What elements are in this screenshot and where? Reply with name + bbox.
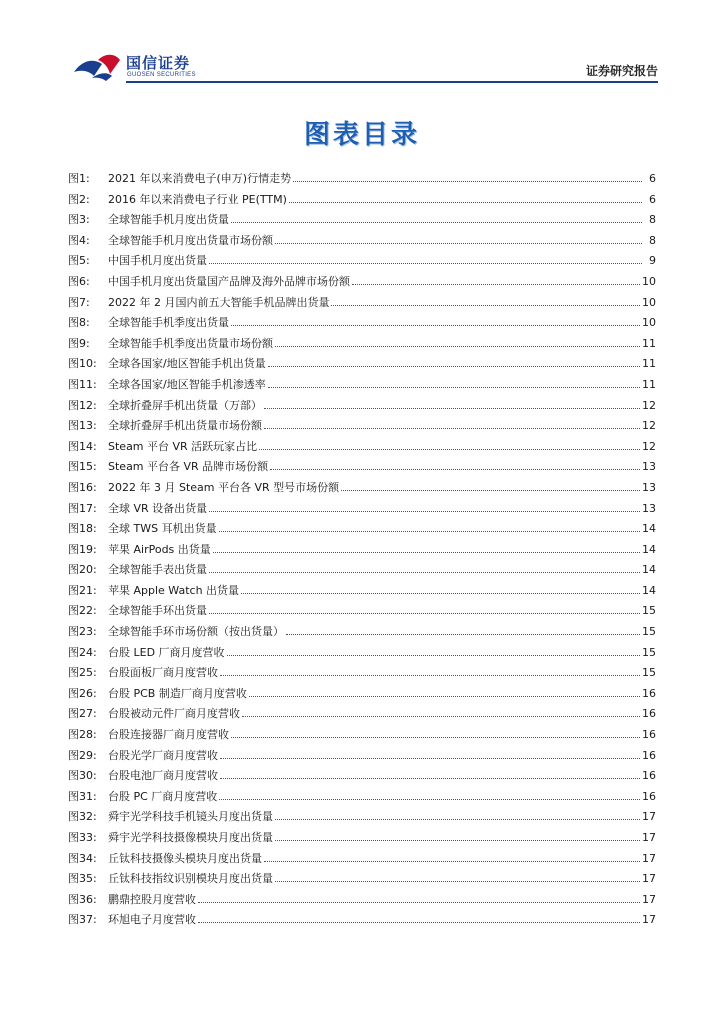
- page-number: 16: [642, 789, 656, 803]
- figure-number: 图15:: [68, 460, 97, 474]
- dot-leader: [264, 407, 640, 409]
- toc-entry[interactable]: [68, 211, 656, 232]
- figure-number: 图11:: [68, 377, 97, 391]
- dot-leader: [209, 262, 642, 264]
- toc-entry[interactable]: [68, 891, 656, 912]
- figure-number: 图4:: [68, 233, 90, 247]
- page-number: 14: [642, 583, 656, 597]
- figure-number: 图34:: [68, 851, 97, 865]
- dot-leader: [264, 860, 640, 862]
- toc-entry[interactable]: [68, 644, 656, 665]
- page-number: 14: [642, 522, 656, 536]
- dot-leader: [289, 201, 642, 203]
- page-number: 16: [642, 748, 656, 762]
- figure-number: 图35:: [68, 872, 97, 886]
- toc-entry[interactable]: [68, 294, 656, 315]
- figure-number: 图25:: [68, 666, 97, 680]
- page-number: 13: [642, 460, 656, 474]
- figure-title: 鹏鼎控股月度营收: [108, 892, 196, 906]
- toc-entry[interactable]: [68, 397, 656, 418]
- page-number: 10: [642, 295, 656, 309]
- figure-title: 台股面板厂商月度营收: [108, 666, 218, 680]
- toc-entry[interactable]: [68, 232, 656, 253]
- dot-leader: [231, 221, 642, 223]
- figure-title: 全球智能手机季度出货量: [108, 316, 229, 330]
- figure-number: 图37:: [68, 913, 97, 927]
- dot-leader: [220, 757, 640, 759]
- figure-title: 丘钛科技指纹识别模块月度出货量: [108, 872, 273, 886]
- toc-entry[interactable]: [68, 273, 656, 294]
- dot-leader: [275, 242, 642, 244]
- figure-title: 全球智能手机季度出货量市场份额: [108, 336, 273, 350]
- page-number: 17: [642, 872, 656, 886]
- page-number: 9: [649, 254, 656, 268]
- page-number: 6: [649, 172, 656, 185]
- figure-title: 全球智能手表出货量: [108, 563, 207, 577]
- figure-number: 图24:: [68, 645, 97, 659]
- toc-entry[interactable]: [68, 870, 656, 891]
- page-number: 12: [642, 439, 656, 453]
- dot-leader: [268, 365, 640, 367]
- dot-leader: [352, 283, 640, 285]
- dot-leader: [213, 551, 640, 553]
- figure-title: 台股光学厂商月度营收: [108, 748, 218, 762]
- page-number: 13: [642, 501, 656, 515]
- page-number: 10: [642, 316, 656, 330]
- toc-entry[interactable]: [68, 747, 656, 768]
- dot-leader: [275, 839, 640, 841]
- figure-title: 台股电池厂商月度营收: [108, 769, 218, 783]
- toc-entry[interactable]: [68, 500, 656, 521]
- dot-leader: [275, 818, 640, 820]
- toc-entry[interactable]: [68, 438, 656, 459]
- page-number: 8: [649, 213, 656, 227]
- figure-title: 中国手机月度出货量: [108, 254, 207, 268]
- dot-leader: [275, 345, 640, 347]
- toc-entry[interactable]: [68, 376, 656, 397]
- figure-title: 全球智能手机月度出货量市场份额: [108, 233, 273, 247]
- page-number: 14: [642, 563, 656, 577]
- toc-entry[interactable]: [68, 602, 656, 623]
- dot-leader: [259, 448, 640, 450]
- toc-entry[interactable]: [68, 808, 656, 829]
- figure-number: 图21:: [68, 583, 97, 597]
- page-number: 15: [642, 625, 656, 639]
- figure-title: 苹果 Apple Watch 出货量: [108, 583, 240, 597]
- figure-number: 图10:: [68, 357, 97, 371]
- dot-leader: [198, 921, 640, 923]
- dot-leader: [231, 736, 640, 738]
- figure-title: 全球 VR 设备出货量: [108, 501, 208, 515]
- dot-leader: [341, 489, 640, 491]
- figure-number: 图28:: [68, 728, 97, 742]
- figure-title: Steam 平台各 VR 品牌市场份额: [108, 460, 269, 474]
- figure-title: 2021 年以来消费电子(申万)行情走势: [108, 172, 292, 185]
- page-number: 12: [642, 419, 656, 433]
- toc-entry[interactable]: [68, 767, 656, 788]
- figure-number: 图3:: [68, 213, 90, 227]
- toc-entry[interactable]: [68, 541, 656, 562]
- toc-entry[interactable]: [68, 850, 656, 871]
- toc-entry[interactable]: [68, 458, 656, 479]
- toc-entry[interactable]: [68, 252, 656, 273]
- toc-entry[interactable]: [68, 417, 656, 438]
- page-header: [0, 0, 724, 90]
- dot-leader: [270, 468, 640, 470]
- figure-title: 全球折叠屏手机出货量（万部）: [108, 398, 262, 412]
- page-number: 17: [642, 810, 656, 824]
- page-number: 11: [642, 357, 656, 371]
- page-number: 6: [649, 192, 656, 206]
- figure-number: 图13:: [68, 419, 97, 433]
- figure-title: 丘钛科技摄像头模块月度出货量: [108, 851, 262, 865]
- figure-number: 图6:: [68, 274, 90, 288]
- figure-title: 台股 PCB 制造厂商月度营收: [108, 686, 247, 700]
- page-number: 17: [642, 913, 656, 927]
- figure-title: 舜宇光学科技摄像模块月度出货量: [108, 831, 273, 844]
- figure-number: 图8:: [68, 316, 90, 330]
- page-number: 16: [642, 769, 656, 783]
- dot-leader: [275, 880, 640, 882]
- figure-number: 图36:: [68, 892, 97, 906]
- brand-name-english: GUOSEN SECURITIES: [127, 72, 196, 78]
- page-number: 16: [642, 707, 656, 721]
- figure-title: 全球折叠屏手机出货量市场份额: [108, 419, 262, 433]
- figure-number: 图29:: [68, 748, 97, 762]
- toc-entry[interactable]: [68, 561, 656, 582]
- figure-title: 全球各国家/地区智能手机出货量: [108, 357, 266, 371]
- dot-leader: [227, 654, 640, 656]
- figure-number: 图23:: [68, 625, 97, 639]
- dot-leader: [286, 633, 640, 635]
- toc-entry[interactable]: [68, 479, 656, 500]
- figure-number: 图33:: [68, 831, 97, 844]
- toc-entry[interactable]: [68, 685, 656, 706]
- toc-entry[interactable]: [68, 726, 656, 747]
- toc-entry[interactable]: [68, 664, 656, 685]
- dot-leader: [209, 571, 640, 573]
- guosen-logo-icon: [72, 50, 122, 82]
- figure-title: 2016 年以来消费电子行业 PE(TTM): [108, 192, 287, 206]
- toc-entry[interactable]: [68, 705, 656, 726]
- header-rule: [126, 81, 658, 83]
- dot-leader: [219, 530, 640, 532]
- dot-leader: [209, 612, 640, 614]
- toc-entry[interactable]: [68, 829, 656, 850]
- page-number: 16: [642, 728, 656, 742]
- page-number: 8: [649, 233, 656, 247]
- page-number: 17: [642, 851, 656, 865]
- dot-leader: [331, 304, 640, 306]
- figure-number: 图27:: [68, 707, 97, 721]
- page-number: 16: [642, 686, 656, 700]
- dot-leader: [219, 798, 640, 800]
- dot-leader: [209, 510, 640, 512]
- toc-entry[interactable]: [68, 520, 656, 541]
- page-number: 17: [642, 831, 656, 844]
- toc-entry[interactable]: [68, 582, 656, 603]
- dot-leader: [198, 901, 640, 903]
- report-type-label: 证券研究报告: [585, 64, 658, 78]
- figure-title: 环旭电子月度营收: [108, 913, 196, 927]
- dot-leader: [241, 592, 640, 594]
- page-number: 10: [642, 274, 656, 288]
- page-number: 12: [642, 398, 656, 412]
- figure-list: [68, 170, 656, 932]
- page-number: 15: [642, 666, 656, 680]
- figure-number: 图14:: [68, 439, 97, 453]
- page-number: 17: [642, 892, 656, 906]
- toc-entry[interactable]: [68, 911, 656, 932]
- figure-title: Steam 平台 VR 活跃玩家占比: [108, 439, 258, 453]
- dot-leader: [264, 427, 640, 429]
- toc-entry[interactable]: [68, 355, 656, 376]
- figure-number: 图26:: [68, 686, 97, 700]
- page-title: 图表目录: [303, 120, 420, 150]
- page-number: 11: [642, 336, 656, 350]
- figure-title: 台股连接器厂商月度营收: [108, 728, 229, 742]
- toc-entry[interactable]: [68, 314, 656, 335]
- figure-number: 图32:: [68, 810, 97, 824]
- toc-entry[interactable]: [68, 335, 656, 356]
- dot-leader: [231, 324, 640, 326]
- dot-leader: [220, 674, 640, 676]
- figure-title: 2022 年 2 月国内前五大智能手机品牌出货量: [108, 295, 330, 309]
- figure-title: 台股被动元件厂商月度营收: [108, 707, 240, 721]
- toc-entry[interactable]: [68, 623, 656, 644]
- dot-leader: [268, 386, 640, 388]
- figure-number: 图30:: [68, 769, 97, 783]
- figure-title: 全球各国家/地区智能手机渗透率: [108, 377, 266, 391]
- figure-number: 图17:: [68, 501, 97, 515]
- figure-number: 图12:: [68, 398, 97, 412]
- figure-title: 全球智能手环出货量: [108, 604, 207, 618]
- dot-leader: [249, 695, 640, 697]
- figure-title: 台股 LED 厂商月度营收: [108, 645, 225, 659]
- figure-title: 全球智能手环市场份额（按出货量）: [108, 625, 284, 639]
- toc-entry[interactable]: [68, 170, 656, 191]
- page-number: 11: [642, 377, 656, 391]
- page-number: 15: [642, 604, 656, 618]
- figure-title: 全球智能手机月度出货量: [108, 213, 229, 227]
- figure-number: 图16:: [68, 480, 97, 494]
- figure-number: 图18:: [68, 522, 97, 536]
- brand-name: 国信证券: [126, 54, 191, 72]
- figure-number: 图2:: [68, 192, 90, 206]
- figure-title: 2022 年 3 月 Steam 平台各 VR 型号市场份额: [108, 480, 340, 494]
- figure-title: 苹果 AirPods 出货量: [108, 542, 211, 556]
- toc-entry[interactable]: [68, 788, 656, 809]
- page-number: 14: [642, 542, 656, 556]
- figure-title: 舜宇光学科技手机镜头月度出货量: [108, 810, 273, 824]
- figure-number: 图31:: [68, 789, 97, 803]
- dot-leader: [242, 715, 640, 717]
- dot-leader: [293, 180, 642, 182]
- figure-title: 全球 TWS 耳机出货量: [108, 522, 217, 536]
- toc-entry[interactable]: [68, 191, 656, 212]
- figure-title: 中国手机月度出货量国产品牌及海外品牌市场份额: [108, 274, 350, 288]
- figure-number: 图9:: [68, 336, 90, 350]
- figure-number: 图19:: [68, 542, 97, 556]
- figure-title: 台股 PC 厂商月度营收: [108, 789, 218, 803]
- figure-number: 图1:: [68, 172, 90, 185]
- figure-number: 图22:: [68, 604, 97, 618]
- figure-number: 图7:: [68, 295, 90, 309]
- figure-number: 图20:: [68, 563, 97, 577]
- page-number: 13: [642, 480, 656, 494]
- dot-leader: [220, 777, 640, 779]
- figure-number: 图5:: [68, 254, 90, 268]
- page-number: 15: [642, 645, 656, 659]
